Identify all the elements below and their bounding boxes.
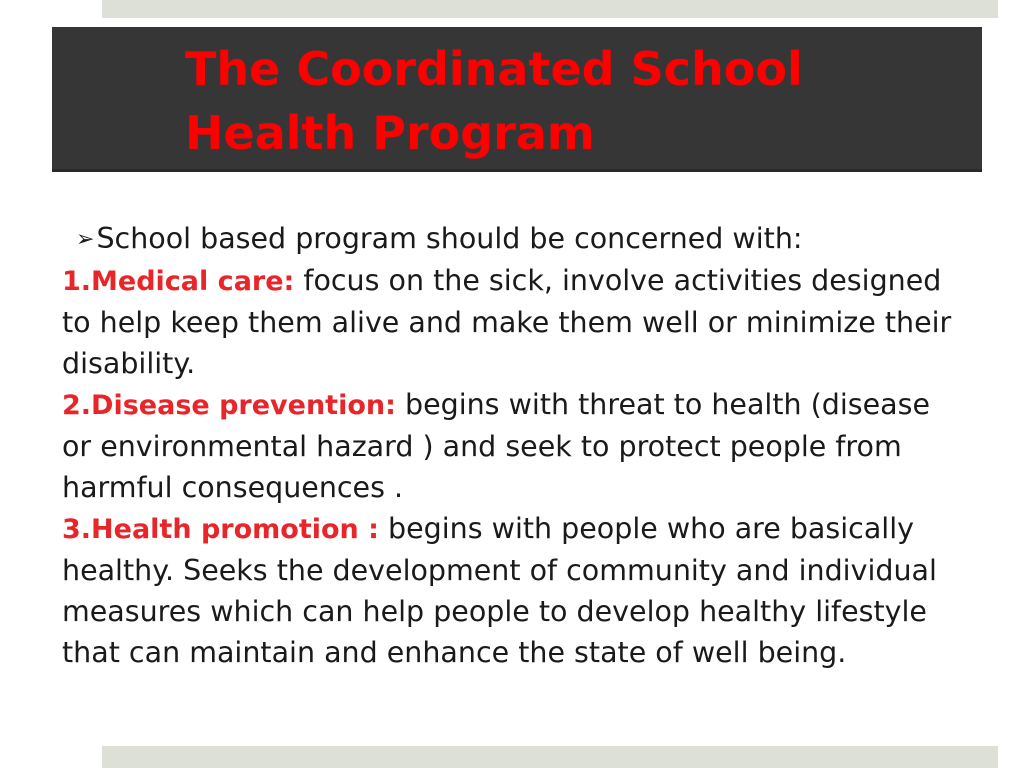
list-item-health-promotion	[62, 508, 952, 673]
top-decorative-bar	[102, 0, 998, 18]
intro-line	[62, 218, 952, 260]
intro-text: School based program should be concerned with:	[96, 222, 803, 255]
title-banner	[52, 27, 982, 172]
arrow-bullet-icon: ➢	[76, 227, 95, 252]
item-text: begins with threat to health (disease or environmental hazard ) and seek to protect people from harmful consequences .	[62, 388, 930, 504]
list-item-disease-prevention	[62, 384, 952, 508]
item-label: 2.Disease prevention:	[62, 390, 396, 421]
item-label: 1.Medical care:	[62, 266, 295, 297]
slide-title: The Coordinated School Health Program	[185, 42, 803, 160]
slide-body	[62, 218, 952, 673]
item-text: begins with people who are basically healthy. Seeks the development of community and individual measures which can help people to develop healthy lifestyle that can maintain and enhance the state of well being.	[62, 512, 937, 669]
item-label: 3.Health promotion :	[62, 514, 379, 545]
list-item-medical-care	[62, 260, 952, 384]
bottom-decorative-bar	[102, 746, 998, 768]
item-text: focus on the sick, involve activities designed to help keep them alive and make them well or minimize their disability.	[62, 264, 952, 380]
